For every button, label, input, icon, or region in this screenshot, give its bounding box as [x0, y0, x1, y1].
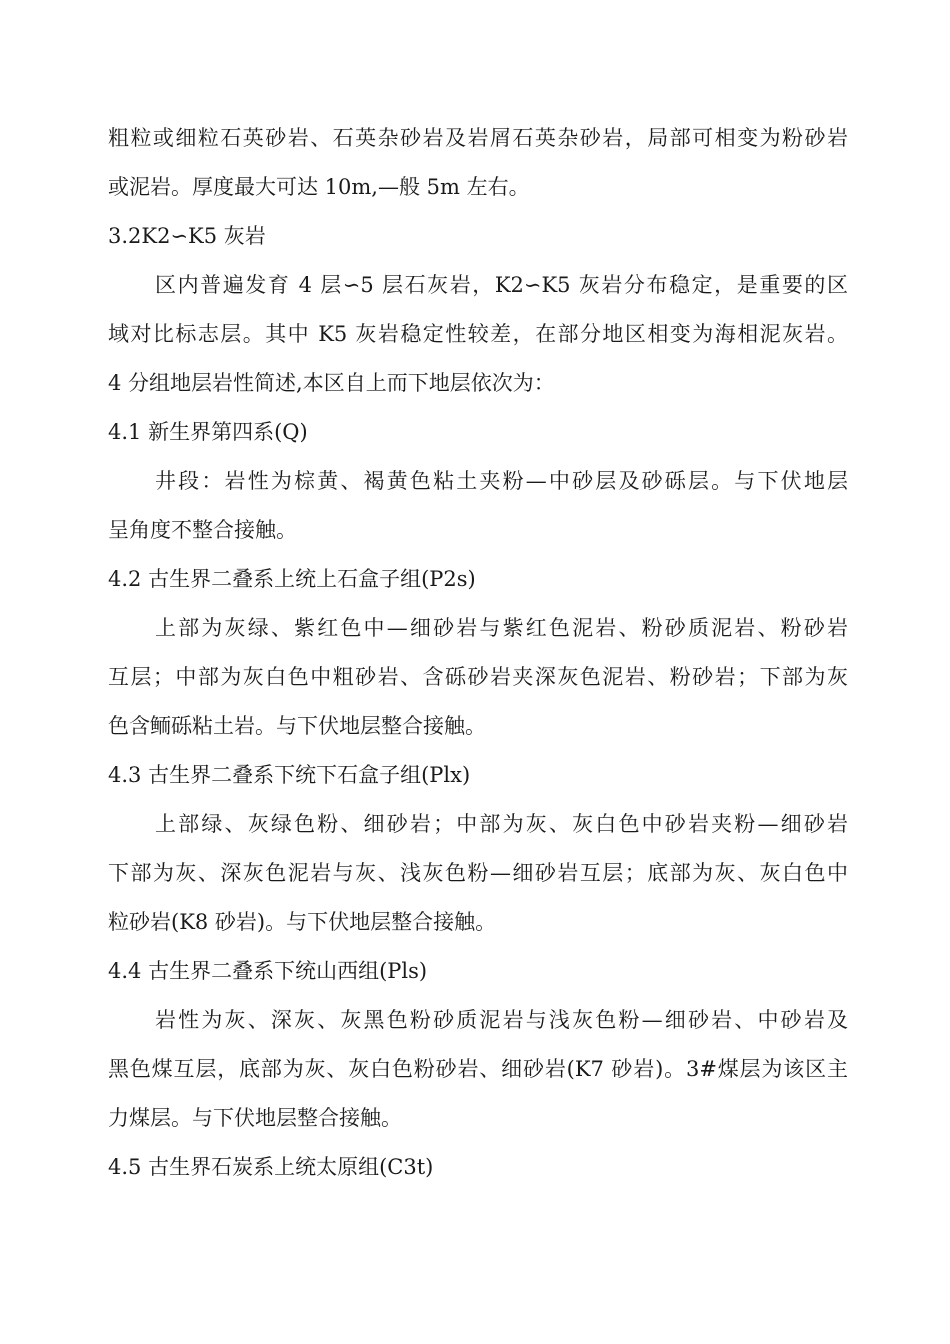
- section-heading: 4.2 古生界二叠系上统上石盒子组(P2s): [108, 567, 476, 591]
- section-heading: 4.1 新生界第四系(Q): [108, 420, 308, 444]
- paragraph-line: 色含鲕砾粘土岩。与下伏地层整合接触。: [108, 714, 486, 738]
- document-body: [108, 114, 848, 1192]
- paragraph-line: 岩性为灰、深灰、灰黑色粉砂质泥岩与浅灰色粉—细砂岩、中砂岩及: [155, 1008, 848, 1032]
- paragraph-line: 井段：岩性为棕黄、褐黄色粘土夹粉—中砂层及砂砾层。与下伏地层: [155, 469, 848, 493]
- paragraph-line: 区内普遍发育 4 层∽5 层石灰岩，K2∽K5 灰岩分布稳定，是重要的区: [155, 273, 848, 297]
- section-heading: 4.5 古生界石炭系上统太原组(C3t): [108, 1155, 434, 1179]
- paragraph-line: 域对比标志层。其中 K5 灰岩稳定性较差，在部分地区相变为海相泥灰岩。: [108, 322, 848, 346]
- section-heading: 4 分组地层岩性简述,本区自上而下地层依次为：: [108, 371, 555, 395]
- paragraph-line: 下部为灰、深灰色泥岩与灰、浅灰色粉—细砂岩互层；底部为灰、灰白色中: [108, 861, 848, 885]
- section-heading: 4.3 古生界二叠系下统下石盒子组(Plx): [108, 763, 471, 787]
- paragraph-line: 互层；中部为灰白色中粗砂岩、含砾砂岩夹深灰色泥岩、粉砂岩；下部为灰: [108, 665, 848, 689]
- paragraph-line: 或泥岩。厚度最大可达 10m,—般 5m 左右。: [108, 175, 530, 199]
- paragraph-line: 粗粒或细粒石英砂岩、石英杂砂岩及岩屑石英杂砂岩，局部可相变为粉砂岩: [108, 126, 848, 150]
- paragraph-line: 黑色煤互层，底部为灰、灰白色粉砂岩、细砂岩(K7 砂岩)。3#煤层为该区主: [108, 1057, 848, 1081]
- paragraph-line: 上部为灰绿、紫红色中—细砂岩与紫红色泥岩、粉砂质泥岩、粉砂岩: [155, 616, 848, 640]
- section-heading: 4.4 古生界二叠系下统山西组(Pls): [108, 959, 428, 983]
- paragraph-line: 粒砂岩(K8 砂岩)。与下伏地层整合接触。: [108, 910, 497, 934]
- paragraph-line: 上部绿、灰绿色粉、细砂岩；中部为灰、灰白色中砂岩夹粉—细砂岩: [155, 812, 848, 836]
- paragraph-line: 呈角度不整合接触。: [108, 518, 297, 542]
- section-heading: 3.2K2∽K5 灰岩: [108, 224, 266, 248]
- paragraph-line: 力煤层。与下伏地层整合接触。: [108, 1106, 402, 1130]
